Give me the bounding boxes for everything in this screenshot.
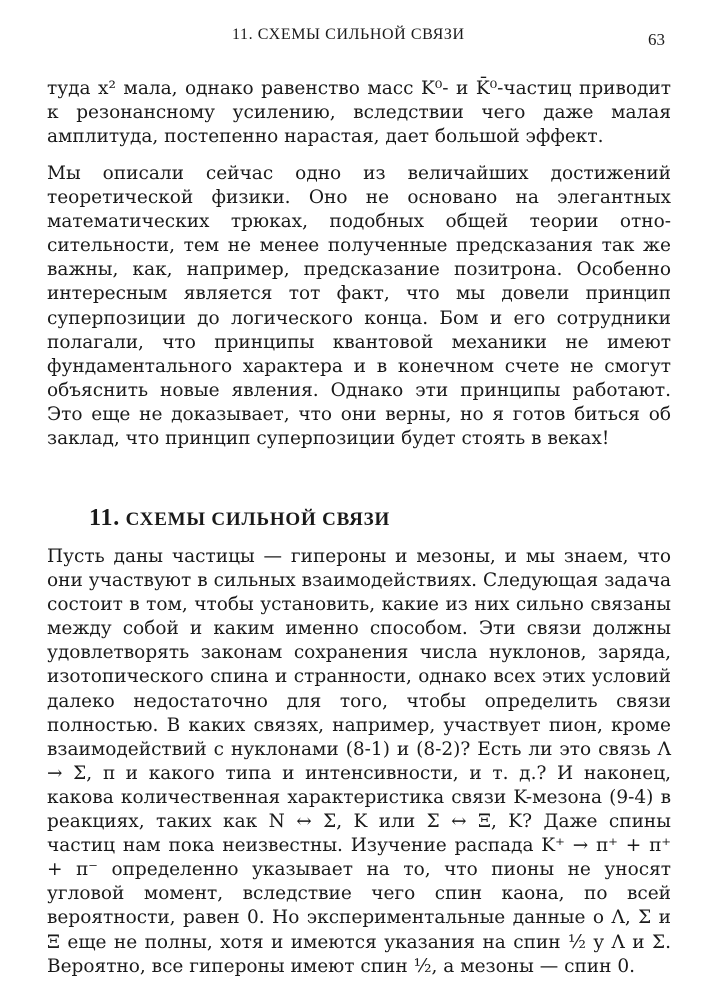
paragraph-continuation: туда x² мала, однако равенство масс K⁰- и K̄⁰-частиц приводит к резонансному усилению, вследствии чего даже малая амплитуда, постепенно нарастая, дает большой эффект. <box>47 78 671 148</box>
page-number: 63 <box>648 30 665 49</box>
running-head <box>0 26 715 50</box>
section-paragraph: Пусть даны частицы — гипероны и мезоны, и мы знаем, что они участвуют в сильных взаимодействиях. Следующая задача состоит в том, чтобы установить, какие из них сильно связаны между собой и каким именно способом. Эти связи должны удовлетворять законам сохранения числа нуклонов, заряда, изотопического спина и странности, однако всех этих условий далеко недостаточно для того, чтобы определить связи полностью. В каких связях, например, участвует пион, кроме взаимодействий с нуклонами (8-1) и (8-2)? Есть ли это связь Λ → Σ, π и какого типа и интенсивности, и т. д.? И наконец, какова количественная характеристика связи K-мезона (9-4) в реакциях, таких как N ↔ Σ, K или Σ ↔ Ξ, K? Даже спины частиц нам пока неизвестны. Изучение распада K⁺ → π⁺ + π⁺ + π⁻ определенно указывает на то, что пионы не уносят угловой момент, вследствие чего спин каона, по всей вероятности, равен 0. Но экспериментальные данные о Λ, Σ и Ξ еще не полны, хотя и имеются указания на спин ½ у Λ и Σ. Вероятно, все гипероны имеют спин ½, а мезоны — спин 0. <box>47 546 671 977</box>
running-head-title: 11. СХЕМЫ СИЛЬНОЙ СВЯЗИ <box>232 26 465 43</box>
paragraph-conclusion: Мы описали сейчас одно из величайших достижений теоретической физики. Оно не основано на элегантных математических трюках, подобных общей теории относительности, тем не менее полученные предсказания так же важны, как, например, предсказание позитрона. Особенно интересным является тот факт, что мы довели принцип суперпозиции до логического конца. Бом и его сотрудники полагали, что принципы квантовой механики не имеют фундаментального характера и в конечном счете не смогут объяснить новые явления. Однако эти принципы работают. Это еще не доказывает, что они верны, но я готов биться об заклад, что принцип суперпозиции будет стоять в веках! <box>47 163 671 450</box>
section-number: 11. <box>89 505 121 531</box>
section-title: СХЕМЫ СИЛЬНОЙ СВЯЗИ <box>125 509 391 530</box>
section-heading <box>89 505 390 532</box>
